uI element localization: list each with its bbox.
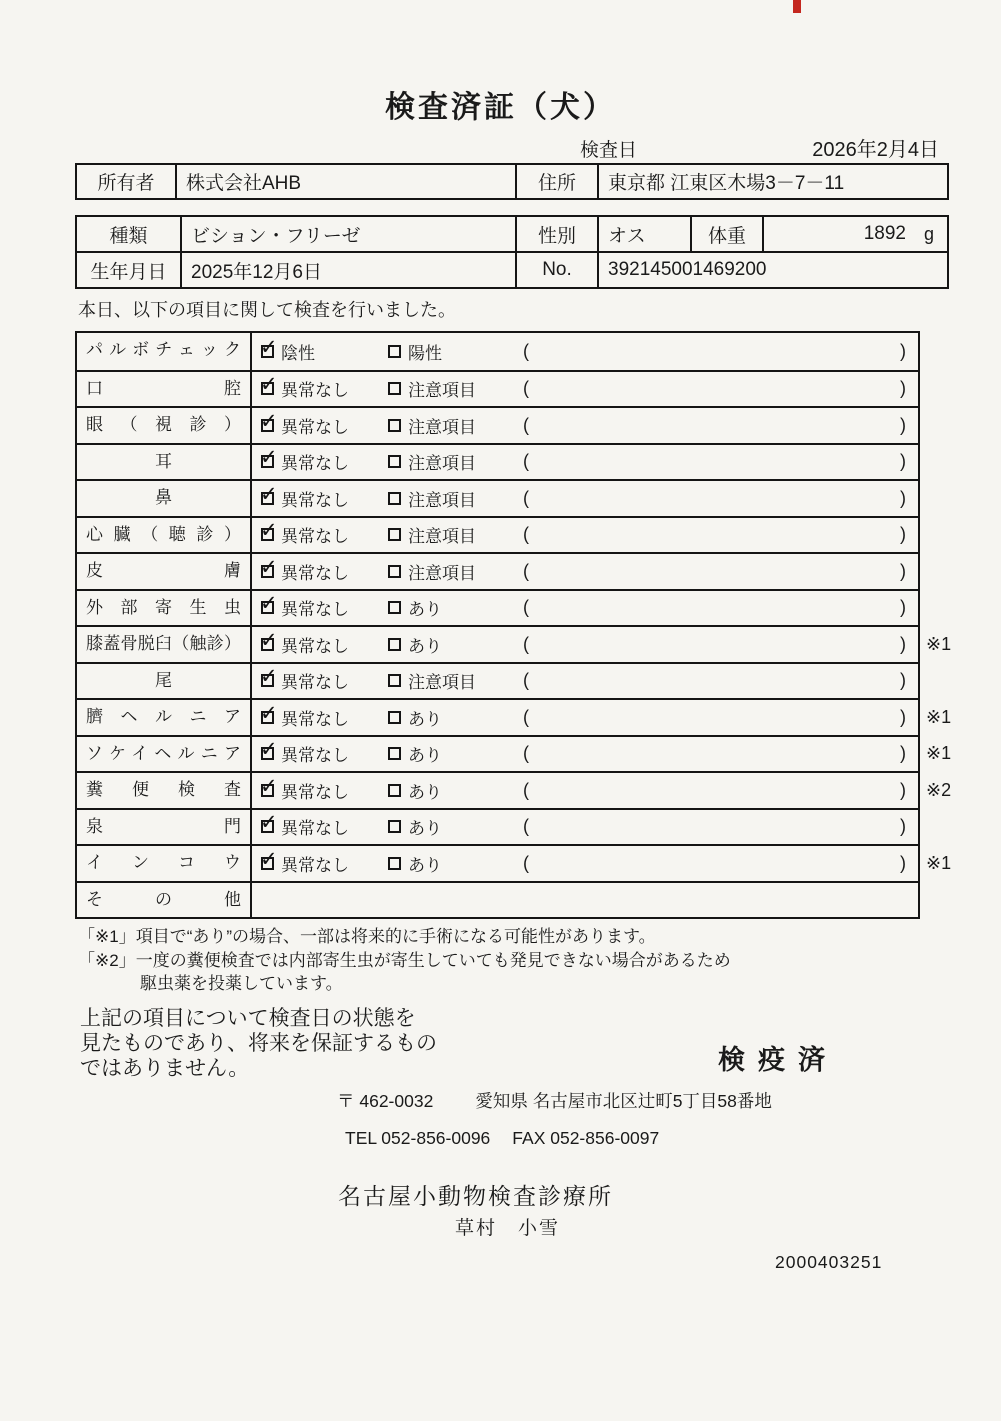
option-label: 注意項目	[408, 454, 476, 474]
page-title: 検査済証（犬）	[385, 91, 616, 124]
inspection-row-external-parasites	[77, 589, 918, 626]
birthdate-label: 生年月日	[77, 253, 182, 287]
checkbox-checked-icon	[261, 382, 274, 395]
item-label: ソケイヘルニア	[77, 737, 252, 772]
item-label: 糞便検査	[77, 773, 252, 808]
remark-field	[519, 773, 918, 808]
option-label: あり	[408, 855, 442, 875]
checkbox-unchecked-icon	[388, 820, 401, 833]
row-note: ※1	[926, 743, 952, 764]
inspection-row-eyes	[77, 406, 918, 443]
paren-close: )	[900, 524, 906, 545]
inspection-row-inkou	[77, 844, 952, 881]
checkbox-checked-icon	[261, 345, 274, 358]
other-empty-field	[252, 883, 918, 918]
inspection-table	[75, 331, 952, 919]
remark-field	[519, 627, 918, 662]
paren-open: (	[523, 340, 529, 361]
paren-open: (	[523, 743, 529, 764]
breed-label: 種類	[77, 217, 182, 251]
checkbox-checked-icon	[261, 784, 274, 797]
option-label: 異常なし	[281, 819, 349, 839]
paren-close: )	[900, 597, 906, 618]
paren-open: (	[523, 779, 529, 800]
checkbox-unchecked-icon	[388, 492, 401, 505]
paren-close: )	[900, 487, 906, 508]
option-label: 注意項目	[408, 673, 476, 693]
inspection-row-inguinal-hernia	[77, 735, 952, 772]
clinic-address: 愛知県 名古屋市北区辻町5丁目58番地	[475, 1091, 772, 1111]
remark-field	[519, 810, 918, 845]
checkbox-unchecked-icon	[388, 601, 401, 614]
remark-field	[519, 554, 918, 589]
checkbox-checked-icon	[261, 747, 274, 760]
option-label: 異常なし	[281, 454, 349, 474]
checkbox-unchecked-icon	[388, 345, 401, 358]
footnote-1: 「※1」項目で“あり”の場合、一部は将来的に手術になる可能性があります。	[78, 927, 656, 946]
scan-artifact	[793, 0, 801, 13]
option-label: 異常なし	[281, 636, 349, 656]
no-label: No.	[517, 253, 599, 287]
paren-close: )	[900, 706, 906, 727]
footnote-2-line-2: 駆虫薬を投薬しています。	[140, 974, 343, 993]
remark-field	[519, 518, 918, 553]
remark-field	[519, 664, 918, 699]
footnote-2-line-1: 「※2」一度の糞便検査では内部寄生虫が寄生していても発見できない場合があるため	[78, 951, 731, 970]
paren-close: )	[900, 451, 906, 472]
checkbox-checked-icon	[261, 528, 274, 541]
weight-label: 体重	[692, 217, 764, 251]
checkbox-checked-icon	[261, 419, 274, 432]
item-label: 泉門	[77, 810, 252, 845]
disclaimer-line-2: 見たものであり、将来を保証するもの	[80, 1032, 437, 1055]
option-label: 異常なし	[281, 709, 349, 729]
row-note: ※1	[926, 706, 952, 727]
paren-open: (	[523, 597, 529, 618]
birthdate-value: 2025年12月6日	[182, 253, 517, 287]
option-label: 異常なし	[281, 417, 349, 437]
paren-open: (	[523, 378, 529, 399]
examiner-name: 草村 小雪	[455, 1218, 561, 1239]
checkbox-unchecked-icon	[388, 857, 401, 870]
option-label: 陽性	[408, 343, 442, 363]
pet-table-row-2	[75, 251, 949, 289]
item-label: 臍ヘルニア	[77, 700, 252, 735]
disclaimer-text	[80, 1006, 437, 1081]
option-label: 異常なし	[281, 600, 349, 620]
remark-field	[519, 333, 918, 370]
checkbox-checked-icon	[261, 455, 274, 468]
checkbox-unchecked-icon	[388, 455, 401, 468]
item-label: パルボチェック	[77, 333, 252, 370]
inspection-date-label: 検査日	[580, 140, 638, 161]
checkbox-checked-icon	[261, 857, 274, 870]
address-label: 住所	[517, 165, 599, 198]
disclaimer-line-1: 上記の項目について検査日の状態を	[80, 1007, 416, 1030]
checkbox-checked-icon	[261, 565, 274, 578]
checkbox-unchecked-icon	[388, 711, 401, 724]
paren-open: (	[523, 487, 529, 508]
option-label: 注意項目	[408, 417, 476, 437]
checkbox-unchecked-icon	[388, 784, 401, 797]
quarantine-stamp: 検疫済	[718, 1045, 838, 1075]
paren-close: )	[900, 852, 906, 873]
item-label: 心臓（聴診）	[77, 518, 252, 553]
option-label: 異常なし	[281, 490, 349, 510]
weight-value	[764, 217, 947, 251]
remark-field	[519, 408, 918, 443]
paren-open: (	[523, 816, 529, 837]
checkbox-checked-icon	[261, 820, 274, 833]
checkbox-unchecked-icon	[388, 747, 401, 760]
inspection-date-value: 2026年2月4日	[812, 139, 939, 161]
item-label: 眼（視診）	[77, 408, 252, 443]
inspection-row-fecal-exam	[77, 771, 952, 808]
option-label: 注意項目	[408, 381, 476, 401]
paren-close: )	[900, 779, 906, 800]
option-label: 注意項目	[408, 490, 476, 510]
clinic-fax: FAX 052-856-0097	[512, 1128, 660, 1148]
checkbox-unchecked-icon	[388, 565, 401, 578]
remark-field	[519, 700, 918, 735]
inspection-row-umbilical-hernia	[77, 698, 952, 735]
sex-label: 性別	[517, 217, 599, 251]
intro-statement: 本日、以下の項目に関して検査を行いました。	[78, 300, 456, 320]
address-value: 東京都 江東区木場3－7－11	[608, 173, 845, 194]
paren-open: (	[523, 560, 529, 581]
remark-field	[519, 481, 918, 516]
option-label: 陰性	[281, 343, 315, 363]
paren-close: )	[900, 560, 906, 581]
weight-unit: g	[923, 223, 934, 244]
paren-open: (	[523, 633, 529, 654]
inspection-row-ears	[77, 443, 918, 480]
clinic-name: 名古屋小動物検査診療所	[338, 1183, 613, 1209]
inspection-row-other	[77, 881, 918, 918]
paren-open: (	[523, 706, 529, 727]
sex-value: オス	[599, 217, 692, 251]
paren-close: )	[900, 633, 906, 654]
item-label: 耳	[77, 445, 252, 480]
item-label: その他	[77, 883, 252, 918]
paren-close: )	[900, 340, 906, 361]
paren-close: )	[900, 670, 906, 691]
inspection-row-heart	[77, 516, 918, 553]
item-label: インコウ	[77, 846, 252, 881]
item-label: 鼻	[77, 481, 252, 516]
disclaimer-line-3: ではありません。	[80, 1057, 250, 1080]
clinic-telfax	[345, 1128, 659, 1149]
option-label: 異常なし	[281, 782, 349, 802]
option-label: あり	[408, 636, 442, 656]
inspection-row-nose	[77, 479, 918, 516]
item-label: 皮膚	[77, 554, 252, 589]
paren-open: (	[523, 670, 529, 691]
row-note: ※1	[926, 852, 952, 873]
owner-table	[75, 163, 949, 200]
serial-number: 2000403251	[775, 1252, 883, 1272]
option-label: あり	[408, 782, 442, 802]
option-label: 異常なし	[281, 673, 349, 693]
remark-field	[519, 591, 918, 626]
inspection-row-patella	[77, 625, 952, 662]
checkbox-unchecked-icon	[388, 528, 401, 541]
option-label: あり	[408, 746, 442, 766]
option-label: 異常なし	[281, 563, 349, 583]
paren-close: )	[900, 816, 906, 837]
checkbox-checked-icon	[261, 674, 274, 687]
checkbox-checked-icon	[261, 601, 274, 614]
row-note: ※2	[926, 779, 952, 800]
paren-open: (	[523, 852, 529, 873]
checkbox-unchecked-icon	[388, 674, 401, 687]
paren-close: )	[900, 743, 906, 764]
option-label: 異常なし	[281, 381, 349, 401]
checkbox-unchecked-icon	[388, 419, 401, 432]
item-label: 口腔	[77, 372, 252, 407]
item-label: 尾	[77, 664, 252, 699]
checkbox-unchecked-icon	[388, 382, 401, 395]
postal-code: 〒 462-0032	[337, 1091, 434, 1111]
remark-field	[519, 846, 918, 881]
paren-close: )	[900, 378, 906, 399]
option-label: あり	[408, 819, 442, 839]
checkbox-unchecked-icon	[388, 638, 401, 651]
checkbox-checked-icon	[261, 638, 274, 651]
owner-value: 株式会社AHB	[177, 165, 517, 198]
row-note: ※1	[926, 633, 952, 654]
option-label: 注意項目	[408, 563, 476, 583]
no-value: 392145001469200	[608, 259, 767, 280]
option-label: 注意項目	[408, 527, 476, 547]
option-label: あり	[408, 709, 442, 729]
checkbox-checked-icon	[261, 711, 274, 724]
paren-open: (	[523, 451, 529, 472]
option-label: あり	[408, 600, 442, 620]
inspection-row-fontanelle	[77, 808, 918, 845]
clinic-postal-address	[337, 1088, 772, 1113]
owner-label: 所有者	[77, 165, 177, 198]
inspection-row-parvo	[77, 333, 918, 370]
checkbox-checked-icon	[261, 492, 274, 505]
option-label: 異常なし	[281, 746, 349, 766]
footnote-2	[78, 949, 731, 995]
item-label: 外部寄生虫	[77, 591, 252, 626]
pet-table-row-1	[75, 215, 949, 253]
remark-field	[519, 445, 918, 480]
item-label: 膝蓋骨脱臼（触診）	[77, 627, 252, 662]
clinic-tel: TEL 052-856-0096	[345, 1128, 491, 1148]
weight-number: 1892	[863, 223, 906, 244]
option-label: 異常なし	[281, 855, 349, 875]
inspection-row-tail	[77, 662, 918, 699]
remark-field	[519, 372, 918, 407]
remark-field	[519, 737, 918, 772]
paren-close: )	[900, 414, 906, 435]
breed-value: ビション・フリーゼ	[182, 217, 517, 251]
paren-open: (	[523, 524, 529, 545]
inspection-row-skin	[77, 552, 918, 589]
paren-open: (	[523, 414, 529, 435]
option-label: 異常なし	[281, 527, 349, 547]
inspection-row-mouth	[77, 370, 918, 407]
